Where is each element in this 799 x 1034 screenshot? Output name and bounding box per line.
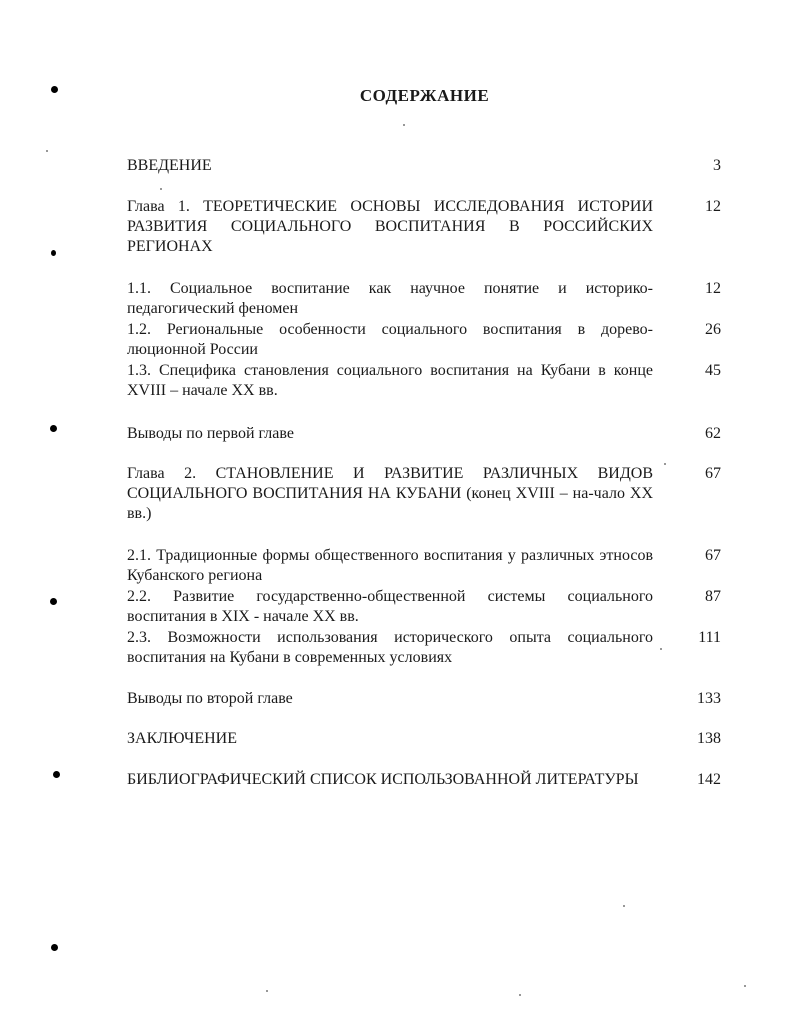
toc-page-number: 142 <box>697 771 721 788</box>
binder-hole-mark <box>50 425 57 432</box>
scan-speck <box>403 124 405 126</box>
toc-page-number: 138 <box>697 730 721 747</box>
scan-speck <box>266 990 268 992</box>
toc-page-number: 87 <box>705 588 721 605</box>
toc-entry-section-1-1 <box>127 279 653 319</box>
toc-entry-text: БИБЛИОГРАФИЧЕСКИЙ СПИСОК ИСПОЛЬЗОВАННОЙ ЛИТЕРАТУРЫ <box>127 771 639 788</box>
toc-page-number: 12 <box>705 198 721 215</box>
toc-entry-conclusion <box>127 729 653 749</box>
scan-speck <box>160 188 162 190</box>
toc-entry-conclusions-1 <box>127 424 653 444</box>
toc-entry-text: 2.3. Возможности использования исторического опыта социального воспитания на Кубани в современных условиях <box>127 629 653 666</box>
toc-entry-section-2-2 <box>127 587 653 627</box>
toc-entry-bibliography <box>127 770 653 790</box>
toc-entry-text: 2.2. Развитие государственно-общественной системы социального воспитания в XIX - начале XX вв. <box>127 588 653 625</box>
toc-entry-chapter-1 <box>127 197 653 257</box>
toc-page-number: 133 <box>697 690 721 707</box>
toc-entry-section-2-1 <box>127 546 653 586</box>
binder-hole-mark <box>51 250 56 256</box>
toc-page-number: 62 <box>705 425 721 442</box>
toc-entry-section-1-2 <box>127 320 653 360</box>
toc-entry-text: Выводы по первой главе <box>127 425 294 442</box>
binder-hole-mark <box>53 771 60 778</box>
scan-speck <box>660 648 662 650</box>
scan-speck <box>46 150 48 152</box>
toc-entry-text: ЗАКЛЮЧЕНИЕ <box>127 730 237 747</box>
toc-entry-introduction <box>127 156 653 176</box>
page-title: СОДЕРЖАНИЕ <box>359 86 490 105</box>
toc-entry-section-2-3 <box>127 628 653 668</box>
toc-entry-chapter-2 <box>127 464 653 524</box>
toc-page-number: 26 <box>705 321 721 338</box>
scan-speck <box>623 905 625 907</box>
toc-entry-text: ВВЕДЕНИЕ <box>127 157 212 174</box>
toc-page-number: 67 <box>705 547 721 564</box>
binder-hole-mark <box>51 944 58 951</box>
toc-page-number: 111 <box>698 629 721 646</box>
toc-page-number: 45 <box>705 362 721 379</box>
toc-entry-text: 1.3. Специфика становления социального воспитания на Кубани в конце XVIII – начале XX вв. <box>127 362 653 399</box>
toc-entry-text: Глава 2. СТАНОВЛЕНИЕ И РАЗВИТИЕ РАЗЛИЧНЫХ ВИДОВ СОЦИАЛЬНОГО ВОСПИТАНИЯ НА КУБАНИ (конец XVIII – на-чало XX вв.) <box>127 465 653 522</box>
binder-hole-mark <box>50 598 57 605</box>
toc-page-number: 67 <box>705 465 721 482</box>
toc-entry-text: Выводы по второй главе <box>127 690 293 707</box>
scan-speck <box>519 994 521 996</box>
scan-speck <box>744 985 746 987</box>
toc-page-number: 12 <box>705 280 721 297</box>
toc-entry-section-1-3 <box>127 361 653 401</box>
toc-entry-text: Глава 1. ТЕОРЕТИЧЕСКИЕ ОСНОВЫ ИССЛЕДОВАНИЯ ИСТОРИИ РАЗВИТИЯ СОЦИАЛЬНОГО ВОСПИТАНИЯ В РОССИЙСКИХ РЕГИОНАХ <box>127 198 653 255</box>
toc-entry-text: 1.2. Региональные особенности социального воспитания в дорево-люционной России <box>127 321 653 358</box>
toc-entry-text: 1.1. Социальное воспитание как научное понятие и историко-педагогический феномен <box>127 280 653 317</box>
toc-entry-conclusions-2 <box>127 689 653 709</box>
toc-page-number: 3 <box>713 157 721 174</box>
toc-entry-text: 2.1. Традиционные формы общественного воспитания у различных этносов Кубанского региона <box>127 547 653 584</box>
